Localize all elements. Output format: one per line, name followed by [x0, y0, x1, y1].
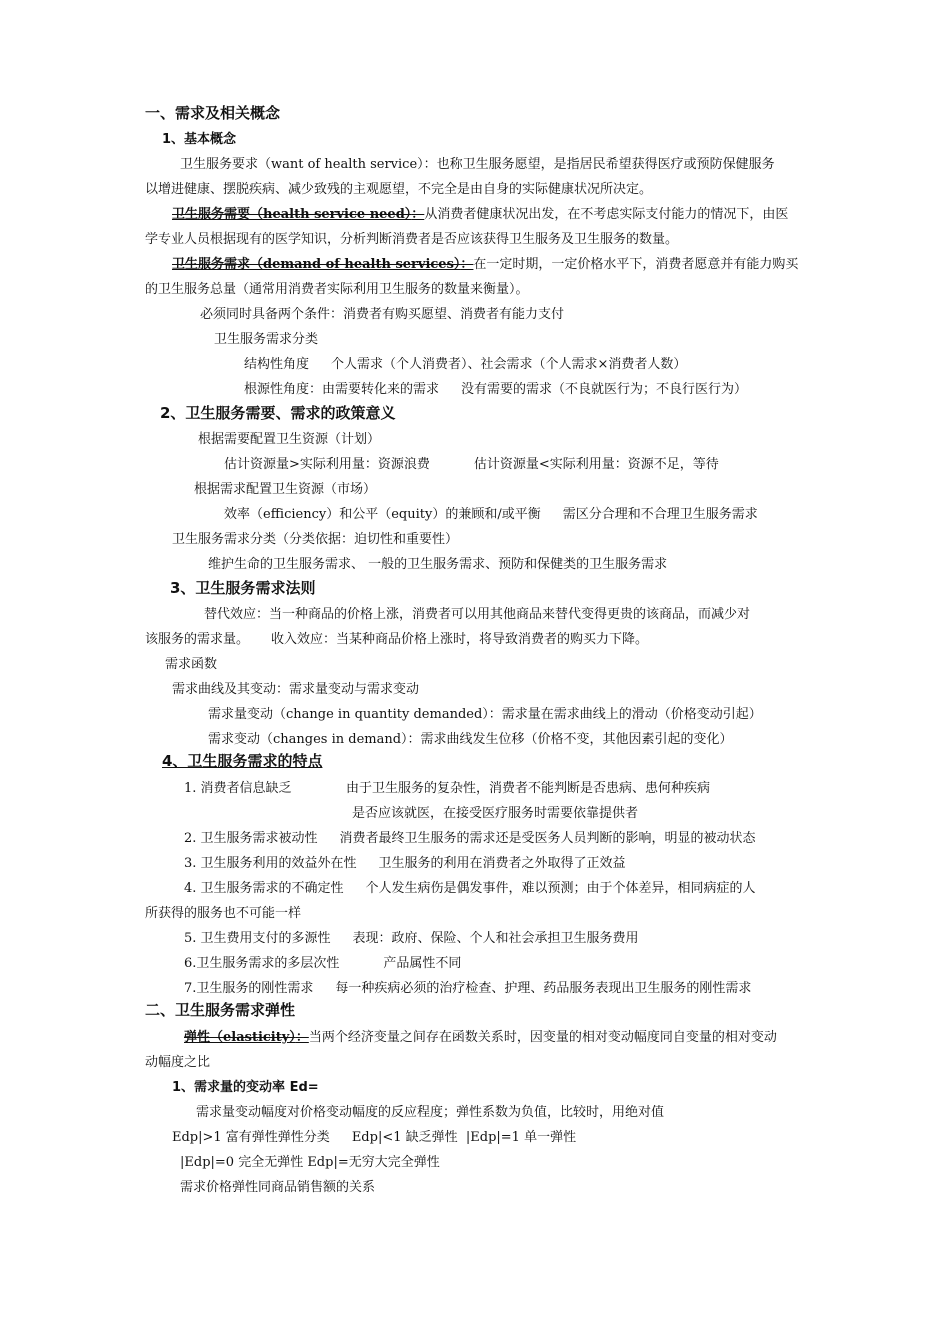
para-substitution-line1: 替代效应：当一种商品的价格上涨，消费者可以用其他商品来替代变得更贵的该商品，而减少对: [204, 607, 751, 622]
para-classification-2: 卫生服务需求分类（分类依据：迫切性和重要性）: [172, 532, 459, 547]
feature-6: 6.卫生服务需求的多层次性 产品属性不同: [184, 956, 462, 971]
heading-policy-significance: 2、卫生服务需要、需求的政策意义: [160, 404, 396, 422]
heading-basic-concepts: 1、基本概念: [162, 132, 237, 147]
para-elasticity-classes: Edp|>1 富有弹性弹性分类 Edp|<1 缺乏弹性 |Edp|=1 单一弹性: [172, 1130, 577, 1145]
para-conditions: 必须同时具备两个条件：消费者有购买愿望、消费者有能力支付: [200, 307, 565, 322]
para-elasticity-revenue: 需求价格弹性同商品销售额的关系: [180, 1180, 376, 1195]
para-demand-change: 需求变动（changes in demand）：需求曲线发生位移（价格不变，其他因素引起的变化）: [208, 732, 733, 747]
para-elasticity-response: 需求量变动幅度对价格变动幅度的反应程度；弹性系数为负值，比较时，用绝对值: [196, 1105, 665, 1120]
para-demand-line2: 的卫生服务总量（通常用消费者实际利用卫生服务的数量来衡量）。: [145, 282, 529, 297]
para-elasticity-extremes: |Edp|=0 完全无弹性 Edp|=无穷大完全弹性: [180, 1155, 440, 1170]
para-market: 根据需求配置卫生资源（市场）: [194, 482, 377, 497]
para-demand-line1: 卫生服务需求（demand of health services）：在一定时期，一定价格水平下，消费者愿意并有能力购买: [172, 257, 799, 272]
feature-3: 3. 卫生服务利用的效益外在性 卫生服务的利用在消费者之外取得了正效益: [184, 856, 626, 871]
para-want-line2: 以增进健康、摆脱疾病、减少致残的主观愿望，不完全是由自身的实际健康状况所决定。: [145, 182, 653, 197]
para-elasticity-line2: 动幅度之比: [145, 1055, 211, 1070]
para-classification-2-detail: 维护生命的卫生服务需求、 一般的卫生服务需求、预防和保健类的卫生服务需求: [208, 557, 668, 572]
para-need-line2: 学专业人员根据现有的医学知识，分析判断消费者是否应该获得卫生服务及卫生服务的数量。: [145, 232, 679, 247]
para-demand-function: 需求函数: [165, 657, 218, 672]
heading-demand-features: 4、卫生服务需求的特点: [162, 752, 323, 770]
feature-2: 2. 卫生服务需求被动性 消费者最终卫生服务的需求还是受医务人员判断的影响，明显的被动状态: [184, 831, 756, 846]
para-demand-curve: 需求曲线及其变动：需求量变动与需求变动: [172, 682, 420, 697]
term-health-service-need: 卫生服务需要（health service need）: [172, 207, 412, 222]
section-2-title: 二、卫生服务需求弹性: [145, 1001, 296, 1019]
section-1-title: 一、需求及相关概念: [145, 104, 281, 122]
para-quantity-change: 需求量变动（change in quantity demanded）：需求量在需求曲线上的滑动（价格变动引起）: [208, 707, 762, 722]
feature-5: 5. 卫生费用支付的多源性 表现：政府、保险、个人和社会承担卫生服务费用: [184, 931, 639, 946]
heading-demand-law: 3、卫生服务需求法则: [170, 579, 316, 597]
para-want-line1: 卫生服务要求（want of health service）：也称卫生服务愿望，是指居民希望获得医疗或预防保健服务: [180, 157, 775, 172]
feature-4-line2: 所获得的服务也不可能一样: [145, 906, 302, 921]
feature-7: 7.卫生服务的刚性需求 每一种疾病必须的治疗检查、护理、药品服务表现出卫生服务的刚性需求: [184, 981, 752, 996]
feature-4: 4. 卫生服务需求的不确定性 个人发生病伤是偶发事件，难以预测；由于个体差异，相同病症的人: [184, 881, 756, 896]
feature-1-desc: 由于卫生服务的复杂性，消费者不能判断是否患病、患何种疾病: [346, 781, 711, 796]
para-plan-detail: 估计资源量>实际利用量：资源浪费 估计资源量<实际利用量：资源不足，等待: [224, 457, 719, 472]
para-need-line1: 卫生服务需要（health service need）：从消费者健康状况出发，在不考虑实际支付能力的情况下，由医: [172, 207, 789, 222]
term-elasticity: 弹性（elasticity）: [184, 1030, 296, 1045]
para-substitution-line2: 该服务的需求量。 收入效应：当某种商品价格上涨时，将导致消费者的购买力下降。: [145, 632, 649, 647]
para-plan: 根据需要配置卫生资源（计划）: [198, 432, 381, 447]
para-market-detail: 效率（efficiency）和公平（equity）的兼顾和/或平衡 需区分合理和不合理卫生服务需求: [224, 507, 758, 522]
term-health-service-demand: 卫生服务需求（demand of health services）: [172, 257, 461, 272]
para-class-structural: 结构性角度 个人需求（个人消费者）、社会需求（个人需求×消费者人数）: [244, 357, 687, 372]
feature-1-label: 1. 消费者信息缺乏: [184, 781, 292, 796]
para-class-origin: 根源性角度：由需要转化来的需求 没有需要的需求（不良就医行为；不良行医行为）: [244, 382, 748, 397]
heading-change-rate: 1、需求量的变动率 Ed=: [172, 1080, 319, 1095]
para-classification: 卫生服务需求分类: [214, 332, 319, 347]
feature-1-desc-2: 是否应该就医，在接受医疗服务时需要依靠提供者: [352, 806, 639, 821]
para-elasticity-line1: 弹性（elasticity）：当两个经济变量之间存在函数关系时，因变量的相对变动幅度同自变量的相对变动: [184, 1030, 777, 1045]
